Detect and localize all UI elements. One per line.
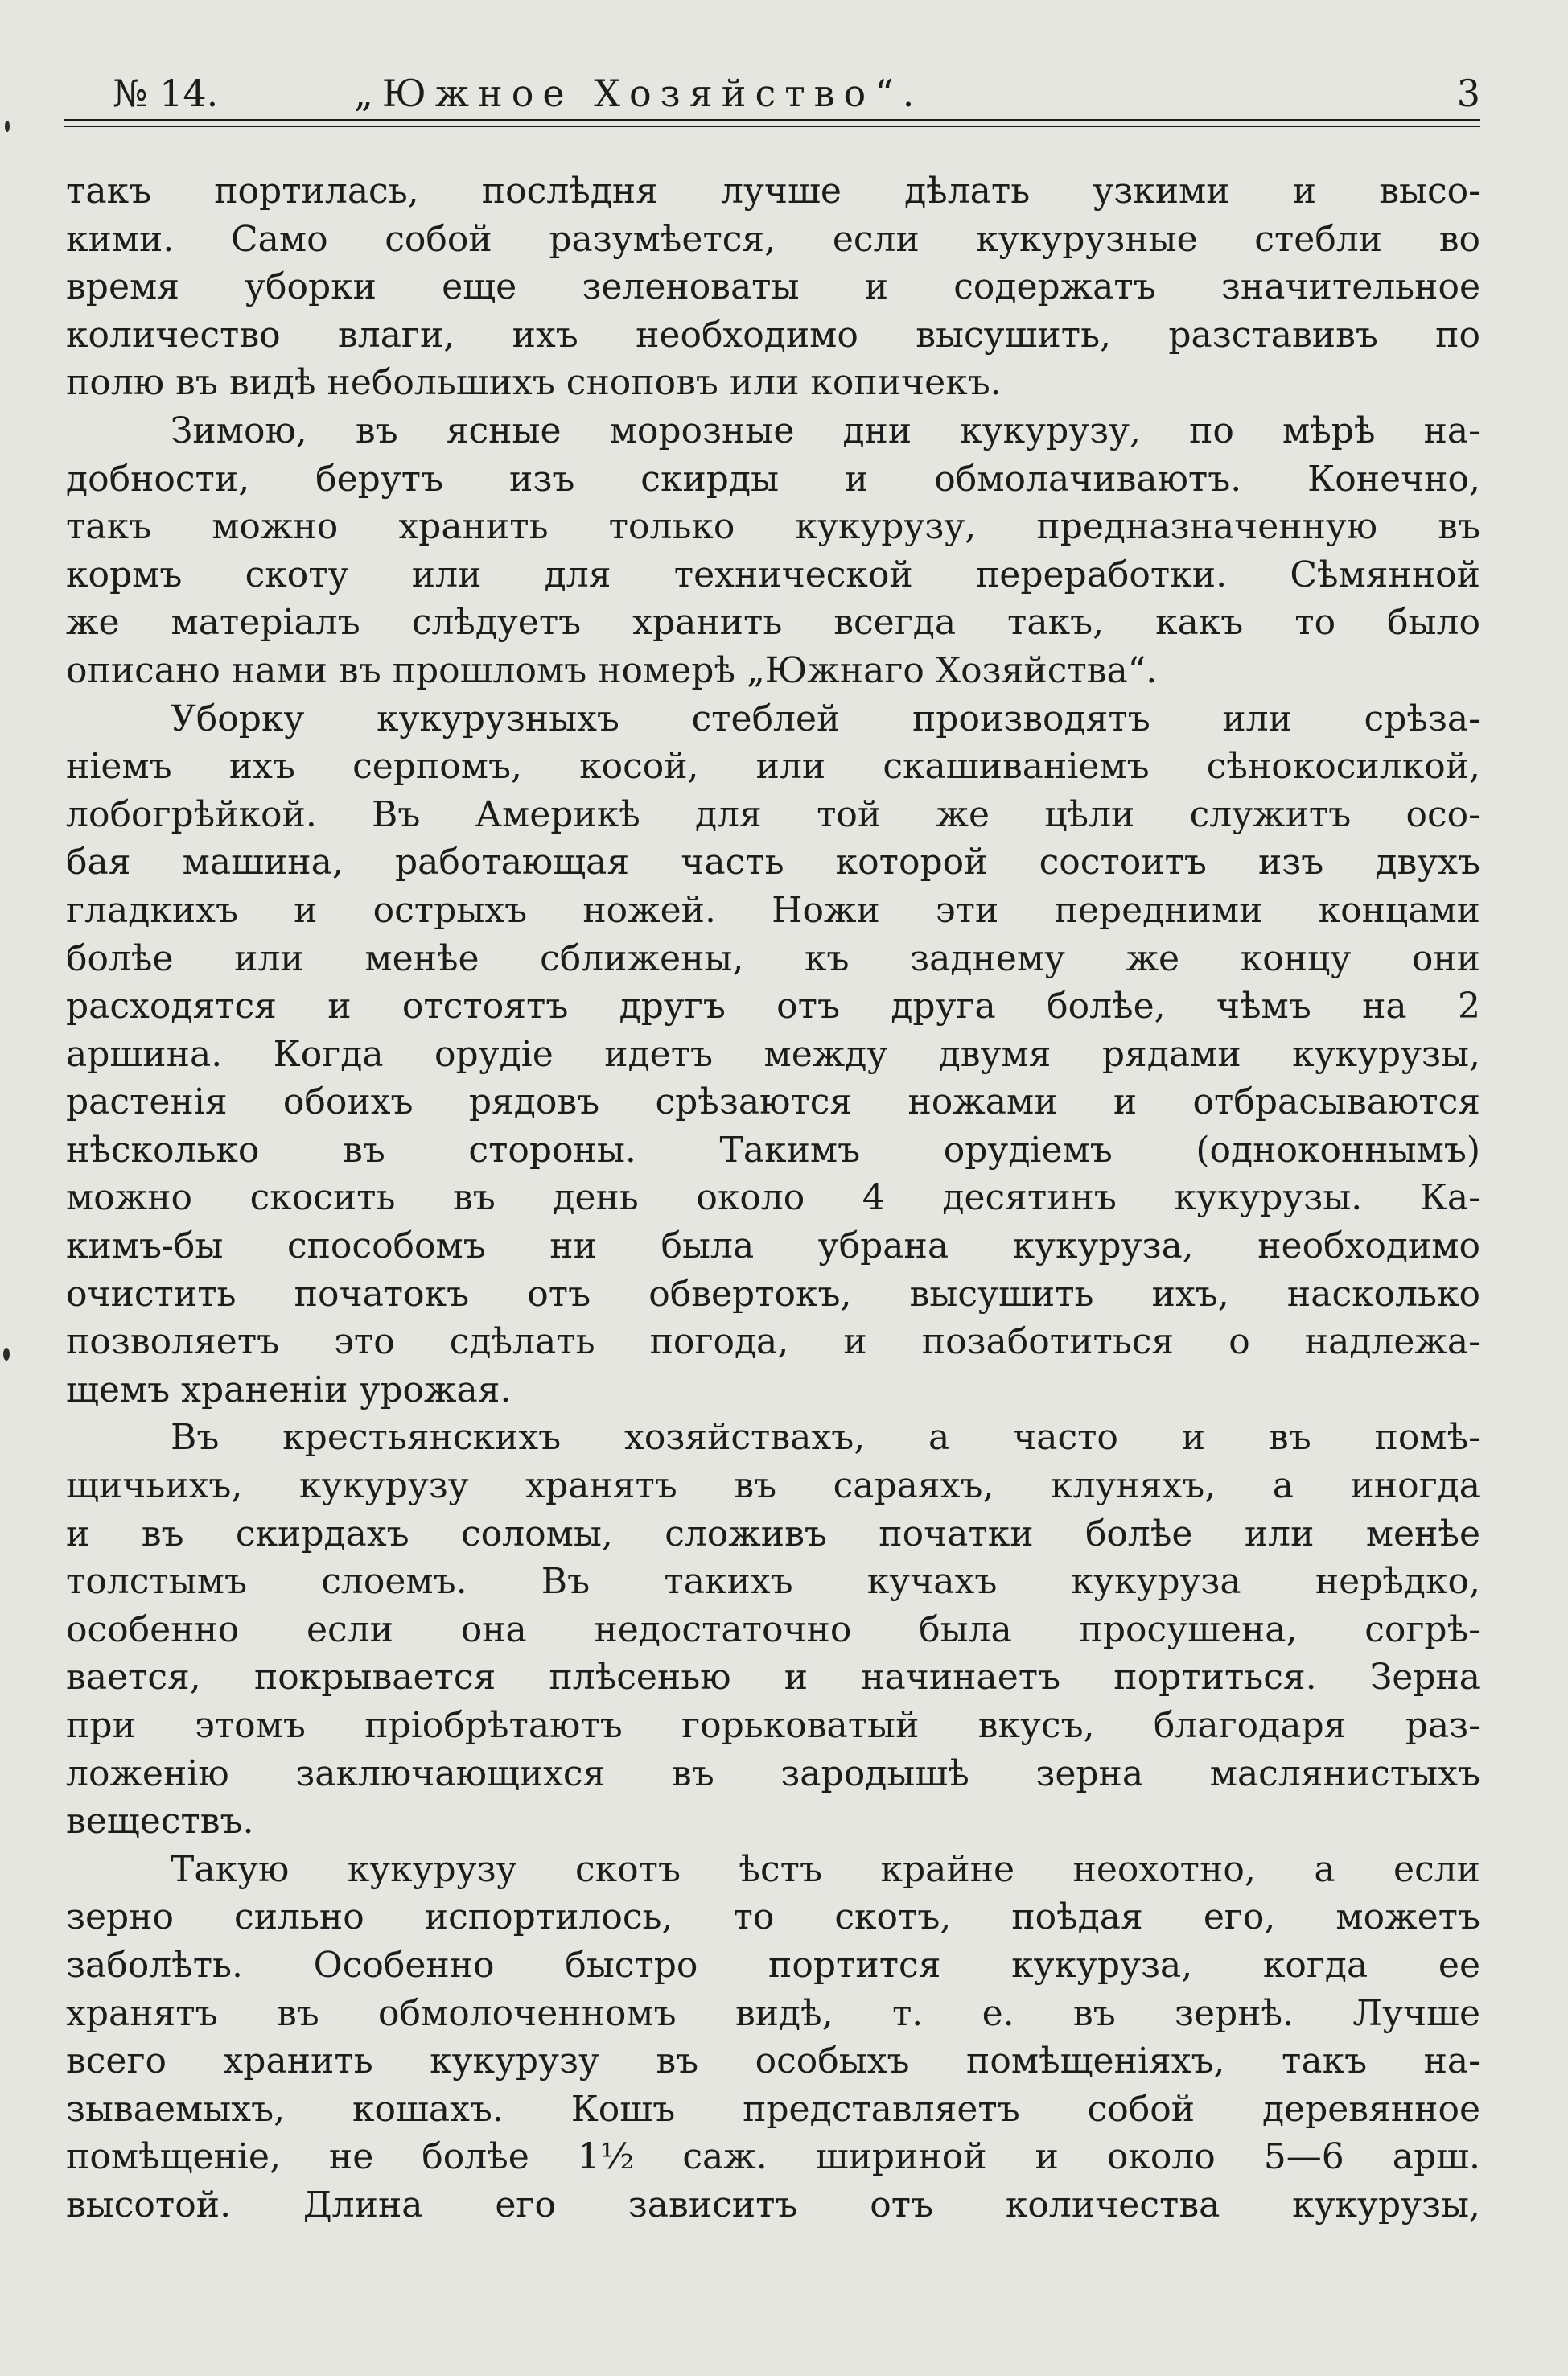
text-line: щичьихъ, кукурузу хранятъ въ сараяхъ, клуняхъ, а иногда	[66, 1465, 1480, 1507]
text-line: можно скосить въ день около 4 десятинъ кукурузы. Ка-	[66, 1177, 1480, 1219]
text-line: и въ скирдахъ соломы, сложивъ початки болѣе или менѣе	[66, 1513, 1480, 1554]
text-line: лобогрѣйкой. Въ Америкѣ для той же цѣли служитъ осо-	[66, 793, 1480, 835]
text-line: особенно если она недостаточно была просушена, согрѣ-	[66, 1608, 1480, 1650]
page-header	[64, 68, 1480, 118]
text-line: аршина. Когда орудіе идетъ между двумя рядами кукурузы,	[66, 1033, 1480, 1075]
text-line: ложенію заключающихся въ зародышѣ зерна маслянистыхъ	[66, 1752, 1480, 1794]
text-line: очистить початокъ отъ обвертокъ, высушить ихъ, насколько	[66, 1273, 1480, 1315]
text-line: зерно сильно испортилось, то скотъ, поѣдая его, можетъ	[66, 1896, 1480, 1938]
text-line: всего хранить кукурузу въ особыхъ помѣщеніяхъ, такъ на-	[66, 2040, 1480, 2082]
text-line: при этомъ пріобрѣтаютъ горьковатый вкусъ, благодаря раз-	[66, 1705, 1480, 1746]
text-line: добности, берутъ изъ скирды и обмолачиваютъ. Конечно,	[66, 458, 1480, 500]
text-line: позволяетъ это сдѣлать погода, и позаботиться о надлежа-	[66, 1321, 1480, 1363]
text-line: Такую кукурузу скотъ ѣстъ крайне неохотно, а если	[171, 1848, 1480, 1890]
text-line: вается, покрывается плѣсенью и начинаетъ портиться. Зерна	[66, 1657, 1480, 1699]
text-line: расходятся и отстоятъ другъ отъ друга болѣе, чѣмъ на 2	[66, 986, 1480, 1027]
text-line: нѣсколько въ стороны. Такимъ орудіемъ (одноконнымъ)	[66, 1129, 1480, 1171]
text-line: же матеріалъ слѣдуетъ хранить всегда такъ, какъ то было	[66, 602, 1480, 644]
text-line: помѣщеніе, не болѣе 1½ саж. шириной и около 5—6 арш.	[66, 2136, 1480, 2178]
page-number: 3	[1456, 72, 1480, 115]
header-rule-top	[64, 119, 1480, 121]
text-line: такъ можно хранить только кукурузу, предназначенную въ	[66, 506, 1480, 548]
text-line: бая машина, работающая часть которой состоитъ изъ двухъ	[66, 842, 1480, 883]
text-line: щемъ храненіи урожая.	[66, 1369, 512, 1410]
text-line: количество влаги, ихъ необходимо высушить, разставивъ по	[66, 314, 1480, 356]
text-line: время уборки еще зеленоваты и содержатъ значительное	[66, 266, 1480, 308]
text-line: Зимою, въ ясные морозные дни кукурузу, по мѣрѣ на-	[171, 410, 1480, 451]
text-line: Уборку кукурузныхъ стеблей производятъ или срѣза-	[171, 698, 1480, 739]
text-line: высотой. Длина его зависитъ отъ количества кукурузы,	[66, 2184, 1480, 2226]
margin-mark	[5, 121, 10, 132]
text-line: описано нами въ прошломъ номерѣ „Южнаго Хозяйства“.	[66, 649, 1158, 691]
text-line: гладкихъ и острыхъ ножей. Ножи эти передними концами	[66, 889, 1480, 931]
text-line: веществъ.	[66, 1801, 254, 1843]
issue-number: № 14.	[113, 72, 219, 115]
text-line: хранятъ въ обмолоченномъ видѣ, т. е. въ зернѣ. Лучше	[66, 1992, 1480, 2034]
text-line: кимъ-бы способомъ ни была убрана кукуруза, необходимо	[66, 1225, 1480, 1267]
text-line: болѣе или менѣе сближены, къ заднему же концу они	[66, 937, 1480, 979]
text-line: кормъ скоту или для технической переработки. Сѣмянной	[66, 554, 1480, 595]
text-line: зываемыхъ, кошахъ. Кошъ представляетъ собой деревянное	[66, 2088, 1480, 2130]
margin-mark	[3, 1348, 10, 1361]
journal-title: „Южное Хозяйство“.	[354, 72, 924, 115]
text-line: такъ портилась, послѣдня лучше дѣлать узкими и высо-	[66, 171, 1480, 212]
text-line: заболѣть. Особенно быстро портится кукуруза, когда ее	[66, 1944, 1480, 1986]
header-rule-bottom	[64, 126, 1480, 127]
text-line: кими. Само собой разумѣется, если кукурузные стебли во	[66, 218, 1480, 260]
text-line: толстымъ слоемъ. Въ такихъ кучахъ кукуруза нерѣдко,	[66, 1561, 1480, 1603]
text-line: Въ крестьянскихъ хозяйствахъ, а часто и въ помѣ-	[171, 1417, 1480, 1459]
text-line: растенія обоихъ рядовъ срѣзаются ножами и отбрасываются	[66, 1081, 1480, 1123]
article-body	[66, 167, 1480, 2230]
text-line: полю въ видѣ небольшихъ сноповъ или копичекъ.	[66, 362, 1002, 404]
text-line: ніемъ ихъ серпомъ, косой, или скашиваніемъ сѣнокосилкой,	[66, 746, 1480, 788]
